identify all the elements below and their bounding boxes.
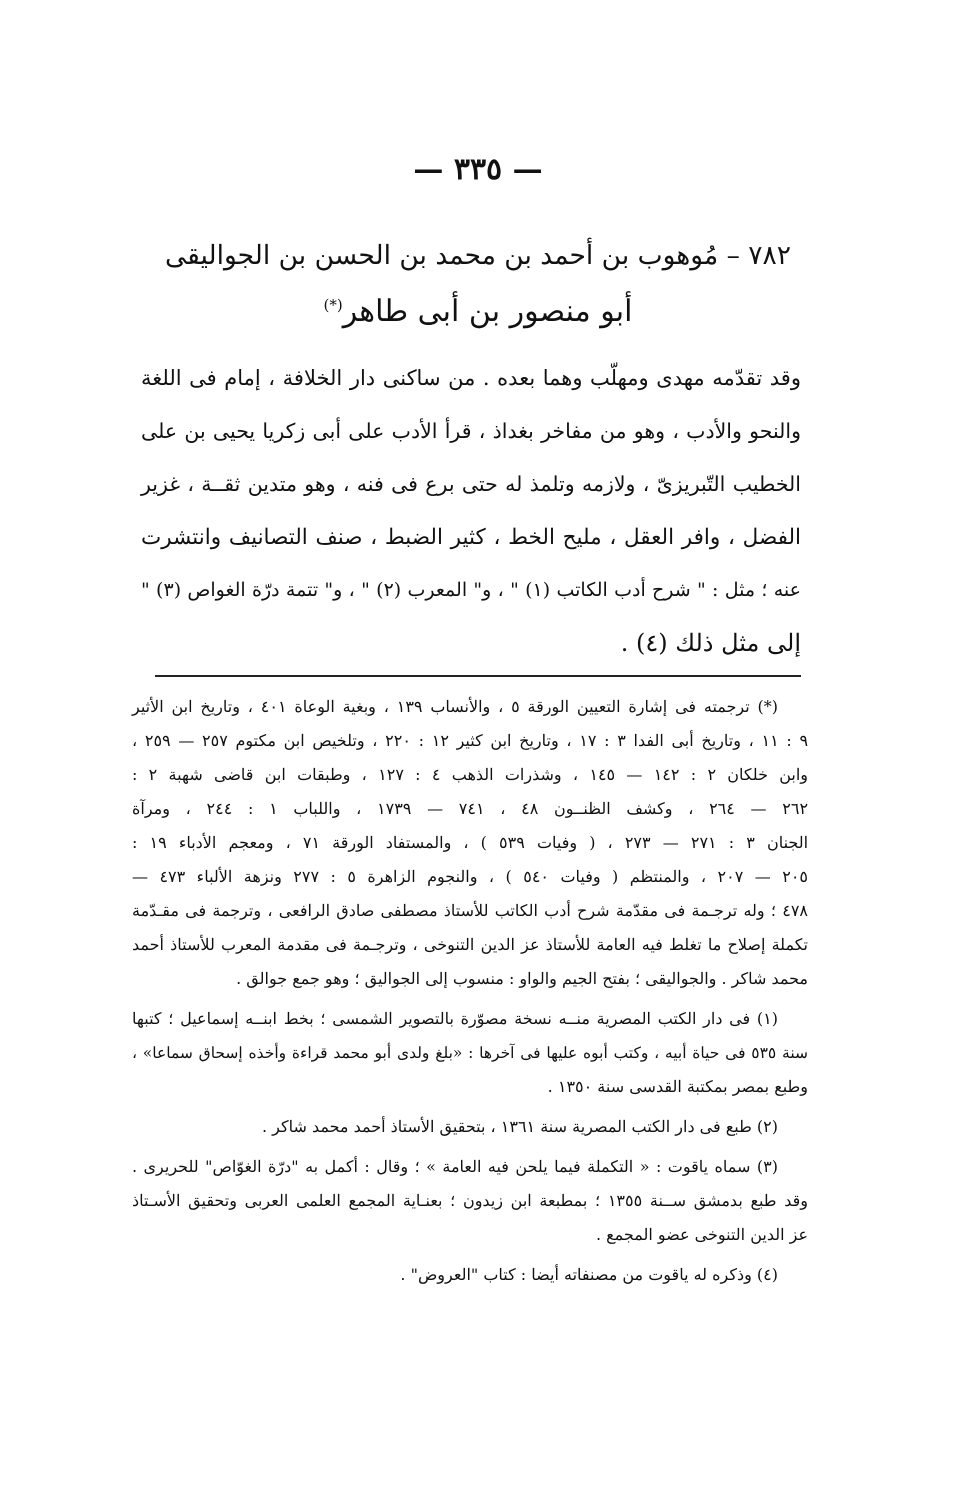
footnote-sources bbox=[132, 690, 808, 996]
entry-title: ٧٨٢ – مُوهوب بن أحمد بن محمد بن الحسن بن الجواليقى bbox=[165, 240, 791, 271]
footnote-line: الجنان ٣ : ٢٧١ — ٢٧٣ ، ( وفيات ٥٣٩ ) ، والمستفاد الورقة ٧١ ، ومعجم الأدباء ١٩ : bbox=[132, 833, 809, 852]
footnote-divider bbox=[155, 675, 801, 677]
page-number: — ٣٣٥ — bbox=[413, 152, 543, 187]
footnote-line: وابن خلكان ٢ : ١٤٢ — ١٤٥ ، وشذرات الذهب ٤ : ١٢٧ ، وطبقات ابن قاضى شهبة ٢ : bbox=[132, 765, 809, 784]
footnote-line: ٤٧٨ ؛ وله ترجـمة فى مقدّمة شرح أدب الكاتب للأستاذ مصطفى صادق الرافعى ، وترجمة فى مقـدّمة bbox=[132, 901, 808, 920]
footnote-line: تكملة إصلاح ما تغلط فيه العامة للأستاذ عز الدين التنوخى ، وترجـمة فى مقدمة المعرب للأستاذ أحمد bbox=[132, 935, 808, 954]
footnote-line: ٢٠٥ — ٢٠٧ ، والمنتظم ( وفيات ٥٤٠ ) ، والنجوم الزاهرة ٥ : ٢٧٧ ونزهة الألباء ٤٧٣ — bbox=[132, 867, 809, 886]
footnote-line: وطبع بمصر بمكتبة القدسى سنة ١٣٥٠ . bbox=[547, 1077, 808, 1096]
footnote-line: (٢) طبع فى دار الكتب المصرية سنة ١٣٦١ ، بتحقيق الأستاذ أحمد محمد شاكر . bbox=[261, 1117, 778, 1136]
footnote-line: (٣) سماه ياقوت : « التكملة فيما يلحن فيه العامة » ؛ وقال : أكمل به "درّة الغوّاص" للحريرى . bbox=[132, 1157, 778, 1176]
footnote-line: وقد طبع بدمشق ســنة ١٣٥٥ ؛ بمطبعة ابن زيدون ؛ بعنـاية المجمع العلمى العربى وتحقيق الأسـتاذ bbox=[132, 1191, 808, 1210]
footnote-4 bbox=[132, 1258, 808, 1292]
footnote-3 bbox=[132, 1150, 808, 1252]
footnote-line: ٩ : ١١ ، وتاريخ أبى الفدا ٣ : ١٧ ، وتاريخ ابن كثير ١٢ : ٢٢٠ ، وتلخيص ابن مكتوم ٢٥٧ — ٢٥٩ ، bbox=[132, 731, 809, 750]
footnotes bbox=[132, 690, 808, 1292]
footnote-mark: (*) bbox=[323, 296, 343, 314]
body-line: الفضل ، وافر العقل ، مليح الخط ، كثير الضبط ، صنف التصانيف وانتشرت bbox=[141, 525, 801, 550]
body-line: الخطيب التّبريزىّ ، ولازمه وتلمذ له حتى برع فى فنه ، وهو متدين ثقــة ، غزير bbox=[141, 472, 801, 496]
entry-body bbox=[141, 352, 801, 670]
footnote-line: (٤) وذكره له ياقوت من مصنفاته أيضا : كتاب "العروض" . bbox=[400, 1265, 778, 1284]
footnote-line: ٢٦٢ — ٢٦٤ ، وكشف الظنــون ٤٨ ، ٧٤١ — ١٧٣٩ ، واللباب ١ : ٢٤٤ ، ومرآة bbox=[132, 799, 809, 818]
footnote-2 bbox=[132, 1110, 808, 1144]
footnote-line: عز الدين التنوخى عضو المجمع . bbox=[595, 1225, 808, 1244]
footnote-line: سنة ٥٣٥ فى حياة أبيه ، وكتب أبوه عليها فى آخرها : «بلغ ولدى أبو محمد قراءة وأخذه إسحاق سماعا» ، bbox=[132, 1044, 808, 1062]
entry-heading bbox=[160, 230, 796, 335]
body-line: وقد تقدّمه مهدى ومهلّب وهما بعده . من ساكنى دار الخلافة ، إمام فى اللغة bbox=[141, 366, 801, 390]
body-line: والنحو والأدب ، وهو من مفاخر بغداذ ، قرأ الأدب على أبى زكريا يحيى بن على bbox=[141, 419, 801, 443]
entry-kunya: أبو منصور بن أبى طاهر bbox=[342, 294, 633, 329]
body-line: عنه ؛ مثل : " شرح أدب الكاتب (١) " ، و" المعرب (٢) " ، و" تتمة درّة الغواص (٣) " bbox=[141, 579, 801, 601]
footnote-line: (١) فى دار الكتب المصرية منــه نسخة مصوّرة بالتصوير الشمسى ؛ بخط ابنــه إسماعيل ؛ كتبها bbox=[132, 1009, 778, 1028]
footnote-line: (*) ترجمته فى إشارة التعيين الورقة ٥ ، والأنساب ١٣٩ ، وبغية الوعاة ٤٠١ ، وتاريخ ابن الأثير bbox=[132, 697, 779, 716]
entry-subtitle bbox=[160, 282, 796, 335]
footnote-1 bbox=[132, 1002, 808, 1104]
body-line: إلى مثل ذلك (٤) . bbox=[620, 629, 801, 657]
footnote-line: محمد شاكر . والجواليقى ؛ بفتح الجيم والواو : منسوب إلى الجواليق ؛ وهو جمع جوالق . bbox=[236, 969, 808, 988]
